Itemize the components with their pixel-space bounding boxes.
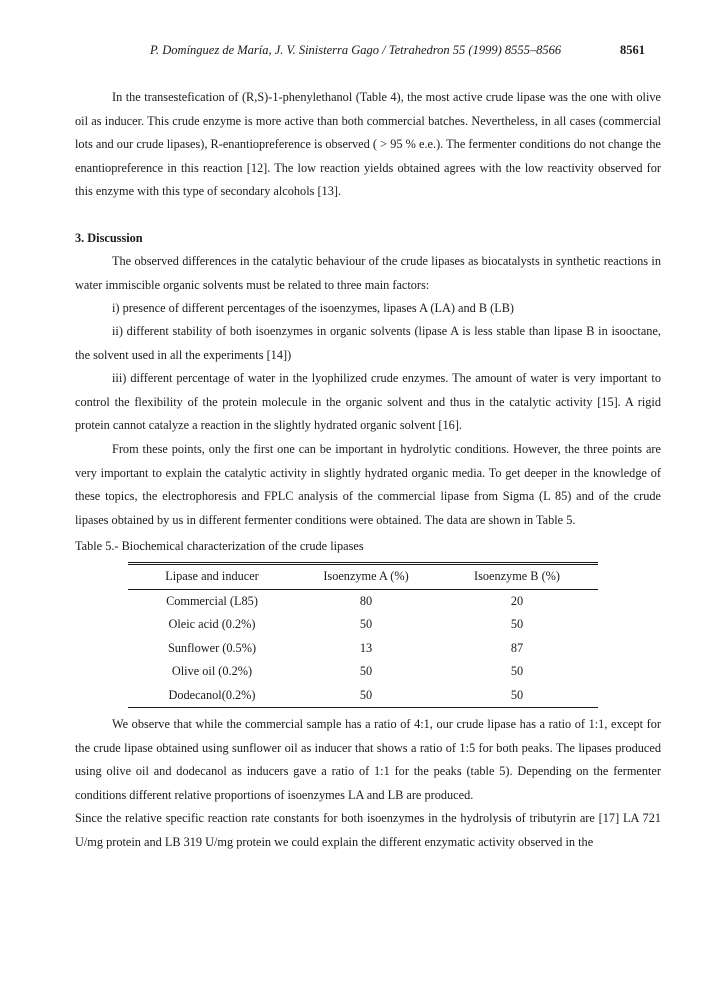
cell-isoenzyme-b: 50 — [510, 617, 524, 632]
cell-lipase: Olive oil (0.2%) — [171, 664, 253, 679]
cell-isoenzyme-b: 20 — [510, 593, 524, 608]
cell-lipase: Commercial (L85) — [166, 593, 258, 608]
list-item-factor-1: i) presence of different percentages of the isoenzymes, lipases A (LA) and B (LB) — [112, 301, 515, 315]
cell-lipase: Sunflower (0.5%) — [167, 640, 257, 655]
biochemical-characterization-table — [128, 562, 598, 708]
cell-isoenzyme-a: 50 — [359, 617, 373, 632]
cell-isoenzyme-b: 50 — [510, 664, 524, 679]
paragraph-discussion-intro: The observed differences in the catalytic behaviour of the crude lipases as biocatalysts in synthetic reactions in water immiscible organic solvents must be related to three main factors: — [75, 254, 661, 292]
cell-lipase: Dodecanol(0.2%) — [168, 687, 256, 702]
table-row — [128, 684, 598, 708]
cell-isoenzyme-a: 50 — [359, 664, 373, 679]
column-header-isoenzyme-b: Isoenzyme B (%) — [473, 569, 561, 584]
table-row — [128, 589, 598, 613]
table-row — [128, 613, 598, 637]
cell-isoenzyme-b: 87 — [510, 640, 524, 655]
paragraph-rate-constants: Since the relative specific reaction rate constants for both isoenzymes in the hydrolysis of tributyrin are [17] LA 721 U/mg protein and LB 319 U/mg protein we could explain the different enzymatic activity observed in the — [75, 811, 661, 849]
table-header-row — [128, 564, 598, 590]
table-row — [128, 637, 598, 661]
list-item-factor-3: iii) different percentage of water in the lyophilized crude enzymes. The amount of water is very important to control the flexibility of the protein molecule in the organic solvent and thus in the catalytic activity [15]. A rigid protein cannot catalyze a reaction in the slightly hydrated organic solvent [16]. — [75, 371, 661, 432]
table-row — [128, 660, 598, 684]
paragraph-ratio-observation: We observe that while the commercial sample has a ratio of 4:1, our crude lipase has a ratio of 1:1, except for the crude lipase obtained using sunflower oil as inducer that shows a ratio of 1:5 for both peaks. The lipases produced using olive oil and dodecanol as inducers gave a ratio of 1:1 for the peaks (table 5). Depending on the fermenter conditions different relative proportions of isoenzymes LA and LB are produced. — [75, 717, 661, 802]
table-caption: Table 5.- Biochemical characterization of the crude lipases — [75, 539, 364, 553]
cell-lipase: Oleic acid (0.2%) — [168, 617, 256, 632]
paragraph-hydrolytic-conditions: From these points, only the first one can be important in hydrolytic conditions. However, the three points are very important to explain the catalytic activity in slightly hydrated organic media. To get deeper in the knowledge of these topics, the electrophoresis and FPLC analysis of the commercial lipase from Sigma (L 85) and of the crude lipases obtained by us in different fermenter conditions were obtained. The data are shown in Table 5. — [75, 442, 661, 527]
page-number: 8561 — [620, 43, 645, 57]
running-header — [0, 43, 720, 63]
column-header-isoenzyme-a: Isoenzyme A (%) — [323, 569, 409, 584]
cell-isoenzyme-a: 13 — [359, 640, 373, 655]
cell-isoenzyme-a: 80 — [359, 593, 373, 608]
paragraph-transesterification: In the transestefication of (R,S)-1-phenylethanol (Table 4), the most active crude lipase was the one with olive oil as inducer. This crude enzyme is more active than both commercial batches. Nevertheless, in all cases (commercial lots and our crude lipases), R-enantiopreference is observed ( > 95 % e.e.). The fermenter conditions do not change the enantiopreference in this reaction [12]. The low reaction yields obtained agrees with the low reactivity observed for this enzyme with this type of secondary alcohols [13]. — [75, 90, 661, 198]
column-header-lipase: Lipase and inducer — [165, 569, 259, 584]
cell-isoenzyme-b: 50 — [510, 687, 524, 702]
section-heading-discussion: 3. Discussion — [75, 231, 143, 245]
cell-isoenzyme-a: 50 — [359, 687, 373, 702]
header-citation: P. Domínguez de María, J. V. Sinisterra Gago / Tetrahedron 55 (1999) 8555–8566 — [150, 43, 562, 57]
list-item-factor-2: ii) different stability of both isoenzymes in organic solvents (lipase A is less stable than lipase B in isooctane, the solvent used in all the experiments [14]) — [75, 324, 661, 362]
